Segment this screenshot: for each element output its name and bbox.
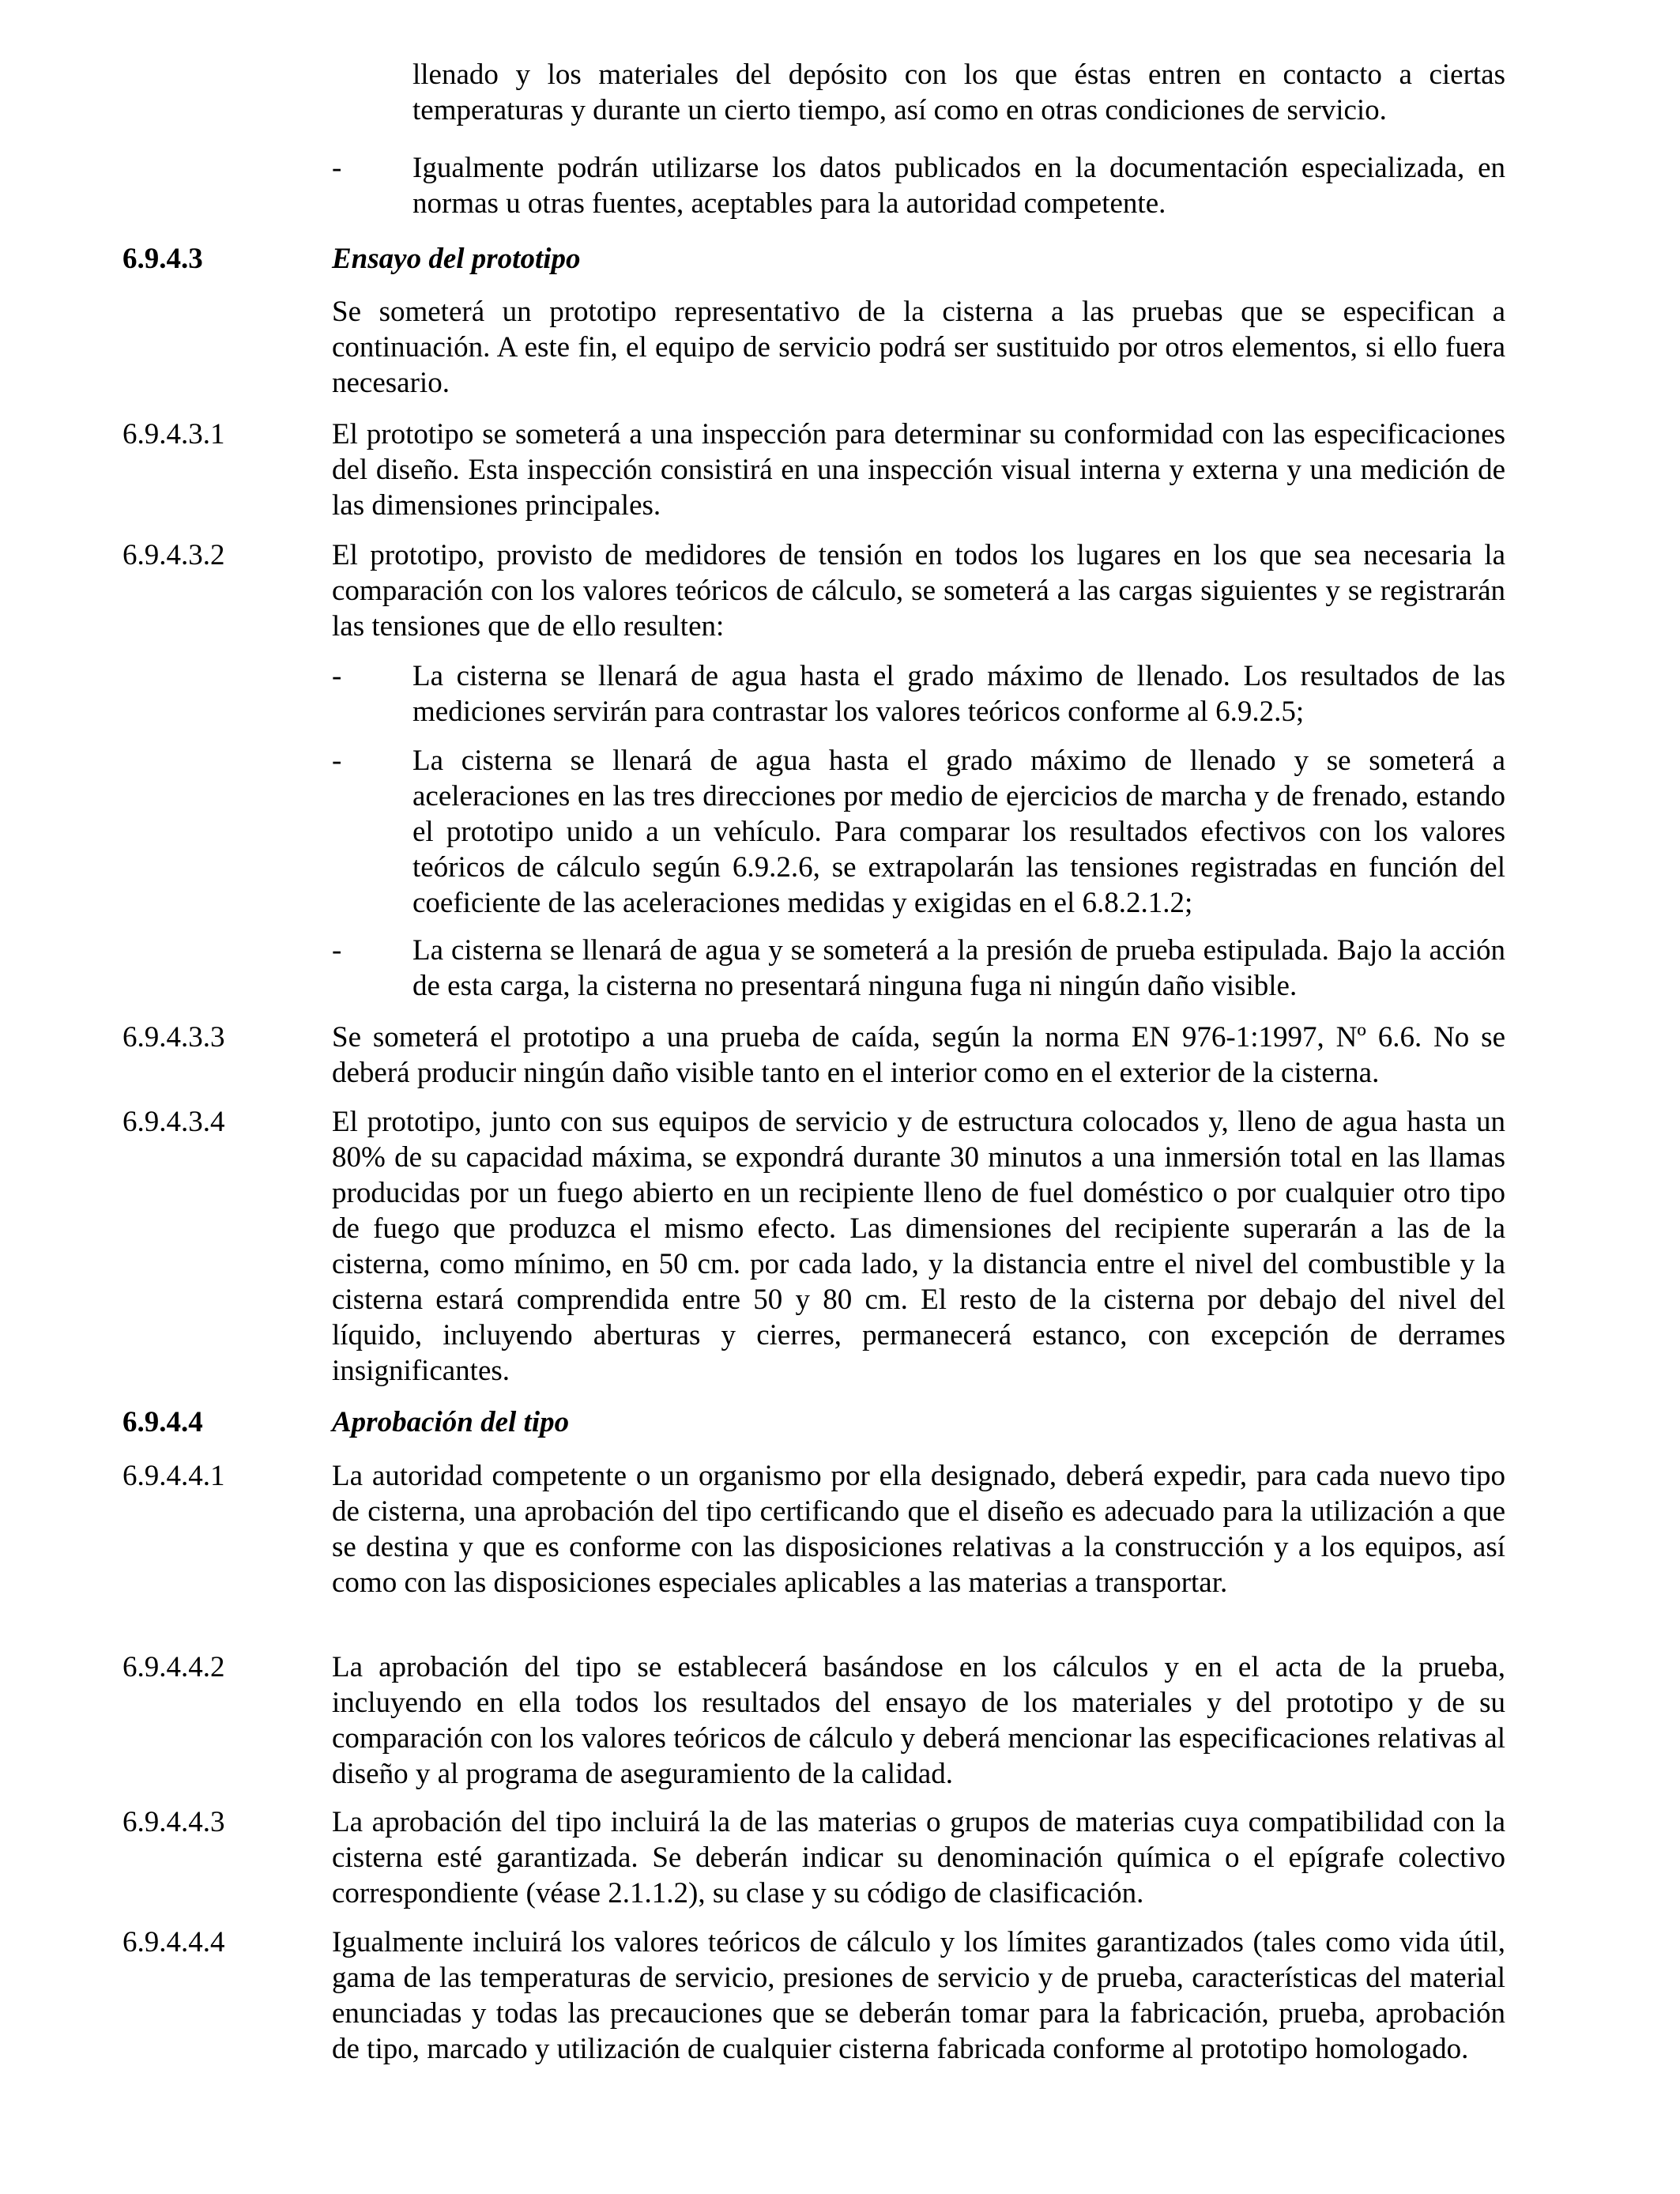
section-number: 6.9.4.3.4	[122, 1106, 225, 1138]
section-title: Aprobación del tipo	[332, 1406, 570, 1438]
section-number: 6.9.4.3.1	[122, 418, 225, 450]
section-number: 6.9.4.3.3	[122, 1021, 225, 1054]
section-69434-text: El prototipo, junto con sus equipos de servicio y de estructura colocados y, lleno de agua hasta un 80% de su capacidad máxima, se expondrá durante 30 minutos a una inmersión total en las llamas producidas por un fuego abierto en un recipiente lleno de fuel doméstico o por cualquier otro tipo de fuego que produzca el mismo efecto. Las dimensiones del recipiente superarán a las de la cisterna, como mínimo, en 50 cm. por cada lado, y la distancia entre el nivel del combustible y la cisterna estará comprendida entre 50 y 80 cm. El resto de la cisterna por debajo del nivel del líquido, incluyendo aberturas y cierres, permanecerá estanco, con excepción de derrames insignificantes.	[332, 1106, 1505, 1387]
section-number: 6.9.4.4.4	[122, 1926, 225, 1958]
section-69443-text: La aprobación del tipo incluirá la de las materias o grupos de materias cuya compatibilidad con la cisterna esté garantizada. Se deberán indicar su denominación química o el epígrafe colectivo correspondiente (véase 2.1.1.2), su clase y su código de clasificación.	[332, 1806, 1505, 1909]
section-69432-text: El prototipo, provisto de medidores de tensión en todos los lugares en los que sea necesaria la comparación con los valores teóricos de cálculo, se someterá a las cargas siguientes y se registrarán las tensiones que de ello resulten:	[332, 539, 1505, 643]
section-number: 6.9.4.4.2	[122, 1651, 225, 1683]
section-69433-text: Se someterá el prototipo a una prueba de caída, según la norma EN 976-1:1997, Nº 6.6. No se deberá producir ningún daño visible tanto en el interior como en el exterior de la cisterna.	[332, 1021, 1505, 1089]
section-69442-text: La aprobación del tipo se establecerá basándose en los cálculos y en el acta de la prueba, incluyendo en ella todos los resultados del ensayo de los materiales y del prototipo y de su comparación con los valores teóricos de cálculo y deberá mencionar las especificaciones relativas al diseño y al programa de aseguramiento de la calidad.	[332, 1651, 1505, 1790]
bullet-dash: -	[332, 660, 342, 692]
section-number: 6.9.4.3	[122, 243, 203, 275]
section-number: 6.9.4.4	[122, 1406, 203, 1438]
bullet-dash: -	[332, 745, 342, 777]
bullet-dash: -	[332, 152, 342, 184]
section-69431-text: El prototipo se someterá a una inspección para determinar su conformidad con las especificaciones del diseño. Esta inspección consistirá en una inspección visual interna y externa y una medición de las dimensiones principales.	[332, 418, 1505, 522]
section-6943-text: Se someterá un prototipo representativo de la cisterna a las pruebas que se especifican a continuación. A este fin, el equipo de servicio podrá ser sustituido por otros elementos, si ello fuera necesario.	[332, 296, 1505, 399]
section-number: 6.9.4.4.3	[122, 1806, 225, 1838]
bullet-text: La cisterna se llenará de agua hasta el grado máximo de llenado. Los resultados de las mediciones servirán para contrastar los valores teóricos conforme al 6.9.2.5;	[412, 660, 1505, 728]
section-number: 6.9.4.3.2	[122, 539, 225, 571]
section-number: 6.9.4.4.1	[122, 1460, 225, 1492]
section-69444-text: Igualmente incluirá los valores teóricos de cálculo y los límites garantizados (tales como vida útil, gama de las temperaturas de servicio, presiones de servicio y de prueba, características del material enunciadas y todas las precauciones que se deberán tomar para la fabricación, prueba, aprobación de tipo, marcado y utilización de cualquier cisterna fabricada conforme al prototipo homologado.	[332, 1926, 1505, 2065]
intro-continuation-text: llenado y los materiales del depósito con los que éstas entren en contacto a ciertas temperaturas y durante un cierto tiempo, así como en otras condiciones de servicio.	[412, 58, 1505, 126]
section-title: Ensayo del prototipo	[332, 243, 581, 275]
bullet-text: La cisterna se llenará de agua y se someterá a la presión de prueba estipulada. Bajo la acción de esta carga, la cisterna no presentará ninguna fuga ni ningún daño visible.	[412, 934, 1505, 1002]
section-69441-text: La autoridad competente o un organismo por ella designado, deberá expedir, para cada nuevo tipo de cisterna, una aprobación del tipo certificando que el diseño es adecuado para la utilización a que se destina y que es conforme con las disposiciones relativas a la construcción y a los equipos, así como con las disposiciones especiales aplicables a las materias a transportar.	[332, 1460, 1505, 1599]
bullet-text: La cisterna se llenará de agua hasta el grado máximo de llenado y se someterá a aceleraciones en las tres direcciones por medio de ejercicios de marcha y de frenado, estando el prototipo unido a un vehículo. Para comparar los resultados efectivos con los valores teóricos de cálculo según 6.9.2.6, se extrapolarán las tensiones registradas en función del coeficiente de las aceleraciones medidas y exigidas en el 6.8.2.1.2;	[412, 745, 1505, 919]
bullet-dash: -	[332, 934, 342, 967]
intro-bullet-text: Igualmente podrán utilizarse los datos publicados en la documentación especializada, en normas u otras fuentes, aceptables para la autoridad competente.	[412, 152, 1505, 220]
